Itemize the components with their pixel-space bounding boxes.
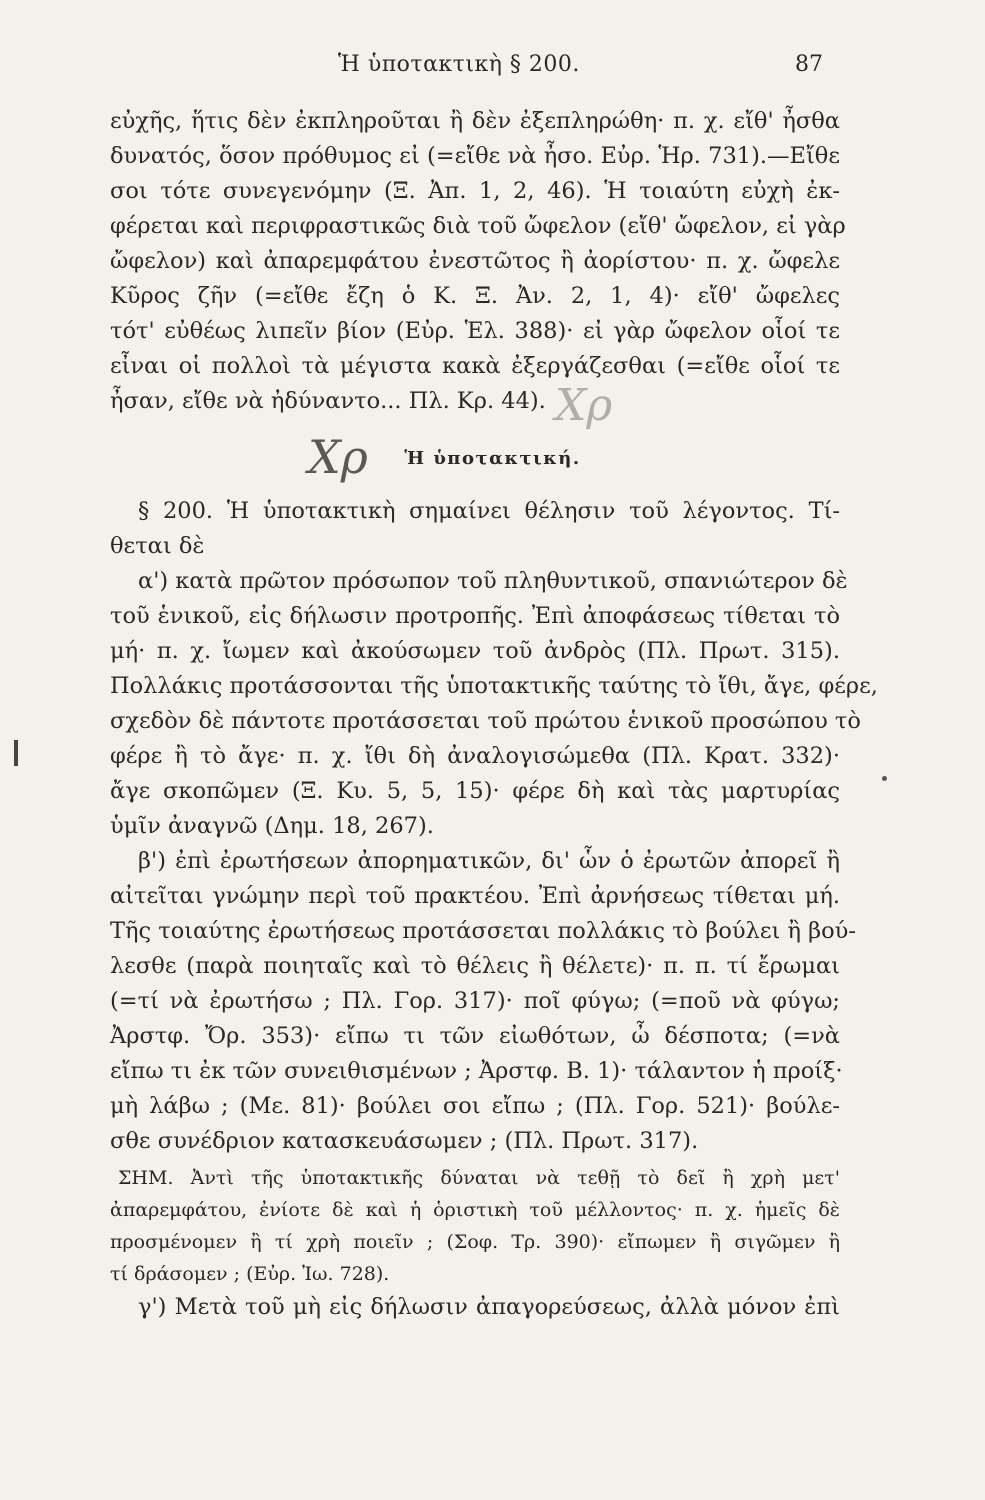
text-line: λεσθε (παρὰ ποιηταῖς καὶ τὸ θέλεις ἢ θέλετε)· π. π. τί ἔρωμαι — [110, 953, 840, 979]
text-line: ἄγε σκοπῶμεν (Ξ. Κυ. 5, 5, 15)· φέρε δὴ καὶ τὰς μαρτυρίας — [110, 778, 840, 804]
text-line: δυνατός, ὅσον πρόθυμος εἰ (=εἴθε νὰ ἦσο. Εὐρ. Ἡρ. 731).—Εἴθε — [110, 143, 840, 169]
text-line: θεται δὲ — [110, 533, 205, 559]
text-line: ἦσαν, εἴθε νὰ ἠδύναντο... Πλ. Κρ. 44). — [110, 388, 546, 414]
page-header — [0, 52, 985, 92]
note-line: προσμένομεν ἢ τί χρὴ ποιεῖν ; (Σοφ. Τρ. 390)· εἴπωμεν ἢ σιγῶμεν ἢ — [110, 1231, 840, 1253]
text-line: γ') Μετὰ τοῦ μὴ εἰς δήλωσιν ἀπαγορεύσεως, ἀλλὰ μόνον ἐπὶ — [138, 1294, 840, 1320]
handwritten-annotation: Χρ — [555, 380, 613, 431]
text-line: φέρεται καὶ περιφραστικῶς διὰ τοῦ ὤφελον (εἴθ' ὤφελον, εἰ γὰρ — [110, 213, 846, 239]
text-line: φέρε ἢ τὸ ἄγε· π. χ. ἴθι δὴ ἀναλογισώμεθα (Πλ. Κρατ. 332)· — [110, 743, 840, 769]
note-line: ἀπαρεμφάτου, ἐνίοτε δὲ καὶ ἡ ὁριστικὴ τοῦ μέλλοντος· π. χ. ἡμεῖς δὲ — [110, 1199, 840, 1221]
text-line: Ἀρστφ. Ὄρ. 353)· εἴπω τι τῶν εἰωθότων, ὦ δέσποτα; (=νὰ — [110, 1023, 840, 1049]
text-line: εἴπω τι ἐκ τῶν συνειθισμένων ; Ἀρστφ. Β. 1)· τάλαντον ἡ προίξ· — [110, 1058, 843, 1084]
note-line: ΣΗΜ. Ἀντὶ τῆς ὑποτακτικῆς δύναται νὰ τεθῇ τὸ δεῖ ἢ χρὴ μετ' — [118, 1167, 840, 1189]
text-line: Τῆς τοιαύτης ἐρωτήσεως προτάσσεται πολλάκις τὸ βούλει ἢ βού- — [110, 918, 856, 944]
text-line: § 200. Ἡ ὑποτακτικὴ σημαίνει θέλησιν τοῦ λέγοντος. Τί- — [138, 498, 840, 524]
section-heading: Ἡ ὑποτακτική. — [404, 448, 581, 469]
ink-spot — [882, 776, 887, 781]
text-line: σθε συνέδριον κατασκευάσωμεν ; (Πλ. Πρωτ. 317). — [110, 1128, 699, 1154]
text-line: τότ' εὐθέως λιπεῖν βίον (Εὐρ. Ἑλ. 388)· εἰ γὰρ ὤφελον οἷοί τε — [110, 318, 840, 344]
text-line: εἶναι οἱ πολλοὶ τὰ μέγιστα κακὰ ἐξεργάζεσθαι (=εἴθε οἷοί τε — [110, 353, 840, 379]
text-line: μὴ λάβω ; (Με. 81)· βούλει σοι εἴπω ; (Πλ. Γορ. 521)· βούλε- — [110, 1093, 840, 1119]
text-line: αἰτεῖται γνώμην περὶ τοῦ πρακτέου. Ἐπὶ ἀρνήσεως τίθεται μή. — [110, 883, 840, 909]
text-line: α') κατὰ πρῶτον πρόσωπον τοῦ πληθυντικοῦ, σπανιώτερον δὲ — [138, 568, 848, 594]
text-line: Κῦρος ζῆν (=εἴθε ἔζη ὁ Κ. Ξ. Ἀν. 2, 1, 4)· εἴθ' ὤφελες — [110, 283, 840, 309]
text-line: β') ἐπὶ ἐρωτήσεων ἀπορηματικῶν, δι' ὧν ὁ ἐρωτῶν ἀπορεῖ ἢ — [138, 848, 840, 874]
binding-mark — [14, 740, 18, 766]
text-line: σοι τότε συνεγενόμην (Ξ. Ἀπ. 1, 2, 46). Ἡ τοιαύτη εὐχὴ ἐκ- — [110, 178, 840, 204]
text-line: σχεδὸν δὲ πάντοτε προτάσσεται τοῦ πρώτου ἑνικοῦ προσώπου τὸ — [110, 708, 861, 734]
text-line: τοῦ ἑνικοῦ, εἰς δήλωσιν προτροπῆς. Ἐπὶ ἀποφάσεως τίθεται τὸ — [110, 603, 840, 629]
text-line: ὑμῖν ἀναγνῶ (Δημ. 18, 267). — [110, 813, 434, 839]
text-line: (=τί νὰ ἐρωτήσω ; Πλ. Γορ. 317)· ποῖ φύγω; (=ποῦ νὰ φύγω; — [110, 988, 840, 1014]
text-line: εὐχῆς, ἥτις δὲν ἐκπληροῦται ἢ δὲν ἐξεπληρώθη· π. χ. εἴθ' ἦσθα — [110, 108, 840, 134]
running-head: Ἡ ὑποτακτικὴ § 200. — [338, 52, 580, 77]
text-line: ὤφελον) καὶ ἀπαρεμφάτου ἐνεστῶτος ἢ ἀορίστου· π. χ. ὤφελε — [110, 248, 840, 274]
text-line: μή· π. χ. ἴωμεν καὶ ἀκούσωμεν τοῦ ἀνδρὸς (Πλ. Πρωτ. 315). — [110, 638, 840, 664]
page-number: 87 — [795, 52, 823, 77]
text-line: Πολλάκις προτάσσονται τῆς ὑποτακτικῆς ταύτης τὸ ἴθι, ἄγε, φέρε, — [110, 673, 878, 699]
note-line: τί δράσομεν ; (Εὐρ. Ἰω. 728). — [110, 1263, 390, 1285]
handwritten-annotation: Χρ — [308, 430, 368, 484]
